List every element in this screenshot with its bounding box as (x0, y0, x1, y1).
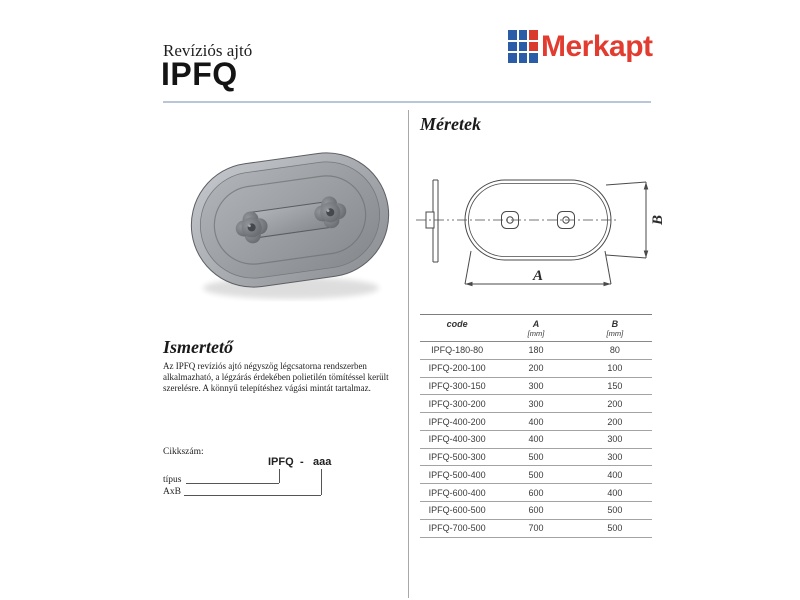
table-row (420, 413, 652, 431)
header-divider (163, 101, 651, 103)
product-subtitle: Revíziós ajtó (163, 41, 253, 60)
cell-b: 300 (607, 452, 623, 463)
table-row (420, 430, 652, 448)
table-row (420, 519, 652, 537)
article-code-suffix: aaa (313, 456, 332, 468)
legend-connector-line (321, 469, 322, 495)
product-description: Az IPFQ revíziós ajtó négyszög légcsatorna rendszerben alkalmazható, a légzárás érdekében polietilén tömítéssel került szerelésre. A könnyű telepítéshez vágási mintát tartalmaz. (163, 361, 389, 393)
article-number-label: Cikkszám: (163, 447, 204, 457)
col-unit-b: [mm] (606, 329, 624, 338)
cell-b: 200 (607, 416, 623, 427)
cell-code: IPFQ-600-400 (428, 487, 486, 498)
cell-code: IPFQ-500-300 (428, 452, 486, 463)
cell-a: 500 (528, 469, 544, 480)
cell-b: 300 (607, 434, 623, 445)
cell-code: IPFQ-500-400 (428, 469, 486, 480)
table-row (420, 359, 652, 377)
table-row (420, 466, 652, 484)
dimensions-table (420, 314, 652, 538)
article-code-separator: - (300, 456, 304, 468)
legend-type-label: típus (163, 475, 182, 485)
cell-b: 500 (607, 523, 623, 534)
table-row (420, 395, 652, 413)
cell-b: 400 (607, 487, 623, 498)
col-unit-a: [mm] (527, 329, 545, 338)
section-title-meretek: Méretek (420, 114, 481, 134)
section-title-ismerteto: Ismertető (163, 337, 233, 357)
technical-drawing (413, 152, 678, 310)
cell-b: 80 (609, 345, 620, 356)
cell-code: IPFQ-300-200 (428, 398, 486, 409)
cell-b: 400 (607, 469, 623, 480)
table-row (420, 448, 652, 466)
cell-code: IPFQ-600-500 (428, 505, 486, 516)
cell-a: 180 (528, 345, 544, 356)
cell-b: 150 (607, 380, 623, 391)
dim-b-label: B (650, 214, 666, 226)
table-row (420, 502, 652, 520)
legend-connector-line (186, 483, 279, 484)
brand-name: Merkapt (541, 29, 653, 63)
cell-a: 300 (528, 398, 544, 409)
col-header-a: A (532, 319, 540, 329)
column-divider (408, 110, 409, 598)
table-row (420, 342, 652, 360)
col-header-code: code (446, 319, 468, 329)
cell-a: 600 (528, 505, 544, 516)
table-row (420, 484, 652, 502)
cell-b: 200 (607, 398, 623, 409)
legend-connector-line (279, 469, 280, 483)
brand-logo-icon (508, 30, 538, 63)
cell-a: 600 (528, 487, 544, 498)
dim-a-label: A (533, 268, 544, 284)
legend-connector-line (184, 495, 321, 496)
cell-code: IPFQ-300-150 (428, 380, 486, 391)
product-photo (183, 136, 398, 306)
cell-b: 500 (607, 505, 623, 516)
cell-code: IPFQ-180-80 (431, 345, 484, 356)
col-header-b: B (611, 319, 619, 329)
cell-code: IPFQ-700-500 (428, 523, 486, 534)
cell-a: 200 (528, 363, 544, 374)
brand-logo (508, 30, 653, 63)
cell-a: 700 (528, 523, 544, 534)
cell-code: IPFQ-200-100 (428, 363, 486, 374)
cell-b: 100 (607, 363, 623, 374)
cell-a: 400 (528, 416, 544, 427)
cell-code: IPFQ-400-200 (428, 416, 486, 427)
cell-a: 500 (528, 452, 544, 463)
cell-code: IPFQ-400-300 (428, 434, 486, 445)
legend-dims-label: AxB (163, 487, 181, 497)
article-code-prefix: IPFQ (268, 456, 294, 468)
cell-a: 300 (528, 380, 544, 391)
table-row (420, 377, 652, 395)
product-title: IPFQ (161, 56, 238, 92)
cell-a: 400 (528, 434, 544, 445)
